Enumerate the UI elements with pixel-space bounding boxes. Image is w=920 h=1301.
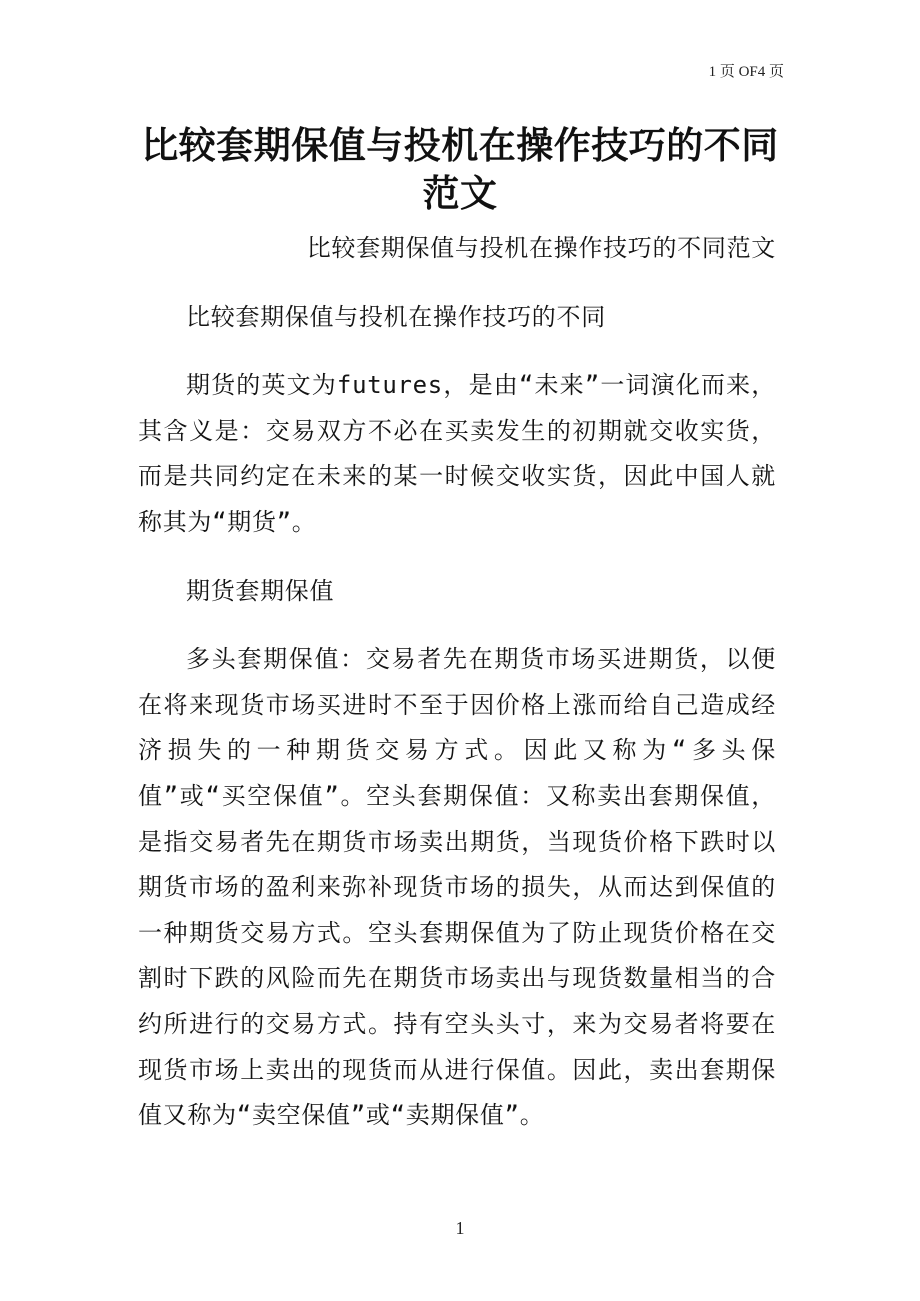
page-indicator: 1 页 OF4 页 <box>708 64 784 80</box>
document-body <box>138 226 776 1162</box>
document-title: 比较套期保值与投机在操作技巧的不同范文 <box>141 124 779 215</box>
section-heading: 期货套期保值 <box>186 576 335 605</box>
document-subtitle: 比较套期保值与投机在操作技巧的不同范文 <box>306 234 776 262</box>
page-number: 1 <box>455 1218 465 1238</box>
paragraph: 期货的英文为futures，是由“未来”一词演化而来，其含义是：交易双方不必在买卖发生的初期就交收实货，而是共同约定在未来的某一时候交收实货，因此中国人就称其为“期货”。 <box>138 371 776 536</box>
paragraph: 多头套期保值：交易者先在期货市场买进期货，以便在将来现货市场买进时不至于因价格上涨而给自己造成经济损失的一种期货交易方式。因此又称为“多头保值”或“买空保值”。空头套期保值：又称卖出套期保值，是指交易者先在期货市场卖出期货，当现货价格下跌时以期货市场的盈利来弥补现货市场的损失，从而达到保值的一种期货交易方式。空头套期保值为了防止现货价格在交割时下跌的风险而先在期货市场卖出与现货数量相当的合约所进行的交易方式。持有空头头寸，来为交易者将要在现货市场上卖出的现货而从进行保值。因此，卖出套期保值又称为“卖空保值”或“卖期保值”。 <box>138 645 776 1130</box>
section-heading: 比较套期保值与投机在操作技巧的不同 <box>186 302 606 331</box>
